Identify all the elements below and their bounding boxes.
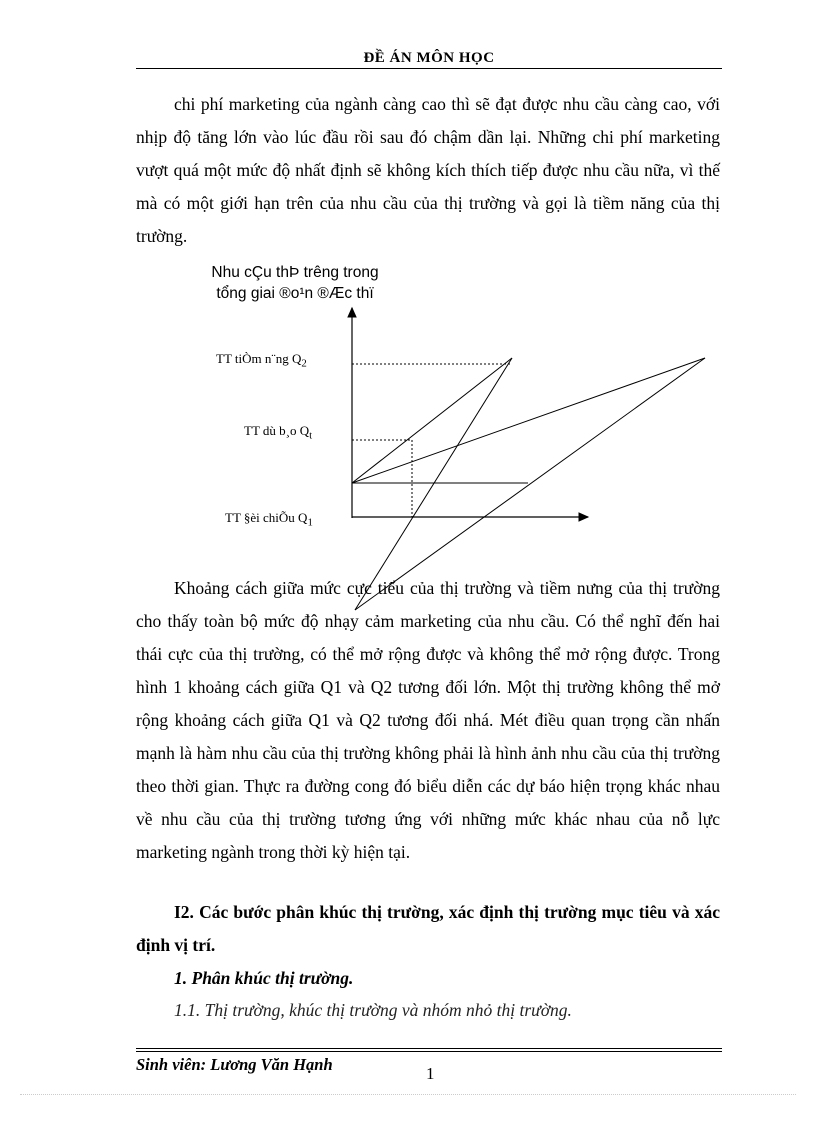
paragraph-1-text: chi phí marketing của ngành càng cao thì sẽ đạt được nhu cầu càng cao, với nhịp độ tăng lớn vào lúc đầu rồi sau đó chậm dần lại. Những chi phí marketing vượt quá một mức độ nhất định sẽ không kích thích tiếp được nhu cầu nữa, vì thế mà có một giới hạn trên của nhu cầu của thị trường và gọi là tiềm năng của thị trường. xyxy=(136,94,720,246)
figure-ylabel-line1: Nhu cÇu thÞ trêng trong xyxy=(211,264,379,281)
label-qt-text: TT dù b¸o Q xyxy=(244,423,310,438)
subheading: 1. Phân khúc thị trường. xyxy=(174,968,354,988)
section-heading-text: I2. Các bước phân khúc thị trường, xác định thị trường mục tiêu và xác định vị trí. xyxy=(136,902,720,955)
curve-line-3 xyxy=(352,358,705,483)
label-q2-sub: 2 xyxy=(301,357,307,370)
footer-author: Sinh viên: Lương Văn Hạnh xyxy=(136,1055,333,1074)
label-q1-sub: 1 xyxy=(307,516,313,529)
footer-rule-bottom xyxy=(136,1051,722,1052)
page-bottom-border xyxy=(20,1094,796,1095)
label-q1-text: TT §èi chiÕu Q xyxy=(225,510,308,525)
curve-line-1 xyxy=(352,358,512,483)
section-heading xyxy=(136,896,720,962)
page-header-title: ĐỀ ÁN MÔN HỌC xyxy=(363,50,495,66)
subsubheading: 1.1. Thị trường, khúc thị trường và nhóm nhỏ thị trường. xyxy=(174,1000,572,1020)
footer-rule-top xyxy=(136,1048,722,1049)
label-qt xyxy=(244,423,312,442)
label-q1 xyxy=(225,510,313,529)
figure-ylabel-line2: tổng giai ®o¹n ®Æc thï xyxy=(216,285,374,302)
label-qt-sub: t xyxy=(309,429,313,442)
paragraph-2 xyxy=(136,572,720,869)
page-number: 1 xyxy=(426,1064,435,1083)
paragraph-2-text: Khoảng cách giữa mức cực tiểu của thị trường và tiềm nưng của thị trường cho thấy toàn bộ mức độ nhạy cảm marketing của nhu cầu. Có thể nghĩ đến hai thái cực của thị trường, có thể mở rộng được và không thể mở rộng được. Trong hình 1 khoảng cách giữa Q1 và Q2 tương đối lớn. Một thị trường không thể mở rộng khoảng cách giữa Q1 và Q2 tương đối nhá. Mét điều quan trọng cần nhấn mạnh là hàm nhu cầu của thị trường không phải là hình ảnh nhu cầu của thị trường theo thời gian. Thực ra đường cong đó biểu diễn các dự báo hiện trọng khác nhau về nhu cầu của thị trường tương ứng với những mức khác nhau của nỗ lực marketing ngành trong thời kỳ hiện tại. xyxy=(136,578,720,862)
label-q2 xyxy=(216,351,307,370)
label-q2-text: TT tiÒm n¨ng Q xyxy=(216,351,302,366)
